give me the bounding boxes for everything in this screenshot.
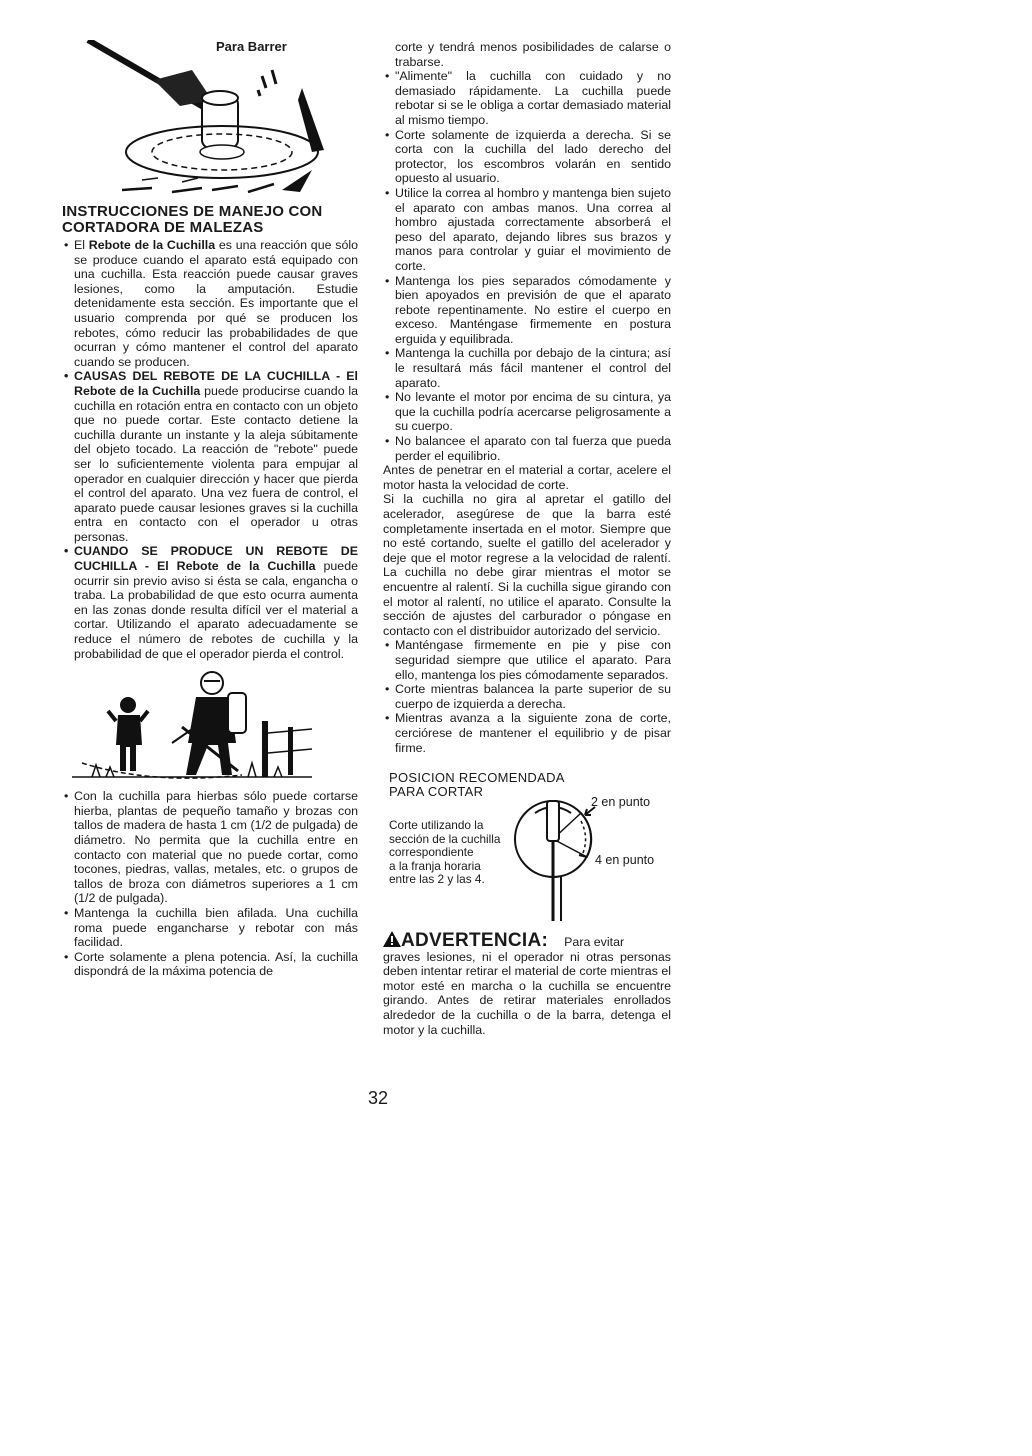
paragraph-idle: Si la cuchilla no gira al apretar el gatillo del acelerador, asegúrese de que la barra esté completamente insertada en el motor. Siempre que no esté cortando, suelte el gatillo del acelerador y deje que el motor regrese a la velocidad de ralentí. La cuchilla no debe girar mientras el motor se encuentre al ralentí. Si la cuchilla sigue girando con el motor al ralentí, no utilice el aparato. Consulte la sección de ajustes del carburador o póngase en contacto con el distribuidor autorizado del servicio. — [383, 492, 671, 638]
label-4-oclock: 4 en punto — [595, 853, 655, 868]
warning-text: graves lesiones, ni el operador ni otras personas deben intentar retirar el material de corte mientras el motor esté en marcha o la cuchilla se encuentre girando. Antes de retirar materiales enrollados alrededor de la cuchilla o de la barra, detenga el motor y la cuchilla. — [383, 949, 671, 1037]
bullet-text: El — [74, 238, 89, 252]
list-item: • Con la cuchilla para hierbas sólo puede cortarse hierba, plantas de pequeño tamaño y brozas con tallos de madera de hasta 1 cm (1/2 de pulgada) de diámetro. No permita que la cuchilla entre en contacto con material que no puede cortar, como tocones, piedras, vallas, metales, etc. o grupos de tallos de broza con diámetros superiores a 1 cm (1/2 de pulgada). — [62, 789, 358, 906]
section-title-line2: CORTADORA DE MALEZAS — [62, 219, 264, 236]
bullet-bold-term: Rebote de la Cuchilla — [88, 238, 216, 252]
sweep-figure — [62, 40, 358, 200]
section-title-line1: INSTRUCCIONES DE MANEJO CON — [62, 203, 323, 220]
position-desc-line: correspondiente — [389, 845, 474, 860]
warning-heading: ADVERTENCIA: — [401, 930, 549, 952]
list-item: • Corte solamente de izquierda a derecha. Si se corta con la cuchilla del lado derecho del protector, los escombros volarán en sentido opuesto al usuario. — [383, 128, 671, 186]
bullet-text: es una reacción que sólo se produce cuando el aparato está equipado con una cuchilla. Esta reacción puede causar graves lesiones, como la amputación. Estudie detenidamente esta sección. Es importante que el usuario comprenda por qué se producen los rebotes, cómo reducir las probabilidades de que ocurran y cómo mantener el control del aparato cuando se producen. — [74, 238, 358, 369]
list-item: • No balancee el aparato con tal fuerza que pueda perder el equilibrio. — [383, 434, 671, 463]
position-description — [389, 819, 500, 887]
position-title-line2: PARA CORTAR — [389, 784, 484, 800]
bullet-heading: CAUSAS DEL REBOTE DE LA CUCHILLA — [74, 369, 330, 384]
continued-text: corte y tendrá menos posibilidades de calarse o trabarse. — [395, 40, 671, 69]
warning-block — [383, 931, 671, 1037]
right-bullet-list — [383, 69, 671, 463]
warning-triangle-icon — [383, 931, 401, 947]
list-item: • Corte mientras balancea la parte superior de su cuerpo de izquierda a derecha. — [383, 682, 671, 711]
list-item: • Mantenga la cuchilla por debajo de la cintura; así le resultará más fácil mantener el control del aparato. — [383, 346, 671, 390]
position-desc-line: entre las 2 y las 4. — [389, 872, 485, 887]
list-item: • Corte solamente a plena potencia. Así, la cuchilla dispondrá de la máxima potencia de — [62, 950, 358, 979]
paragraph-accelerate: Antes de penetrar en el material a cortar, acelere el motor hasta la velocidad de corte. — [383, 463, 671, 492]
list-item: • No levante el motor por encima de su cintura, ya que la cuchilla podría acercarse peligrosamente a su cuerpo. — [383, 390, 671, 434]
operator-illustration — [62, 667, 358, 785]
bullet-text: puede producirse cuando la cuchilla en rotación entra en contacto con un objeto que no puede cortar. Este contacto detiene la cuchilla durante un instante y la aleja súbitamente del objeto tocado. La reacción de "rebote" puede ser lo suficientemente violenta para empujar al operador en cualquier dirección y hacer que pierda el control del aparato. Una vez fuera de control, el aparato puede causar lesiones graves si la cuchilla entra en contacto con el operador u otras personas. — [74, 383, 359, 544]
section-title — [62, 204, 358, 236]
list-item: • Mantenga la cuchilla bien afilada. Una cuchilla roma puede engancharse y rebotar con más facilidad. — [62, 906, 358, 950]
list-item: • "Alimente" la cuchilla con cuidado y no demasiado rápidamente. La cuchilla puede rebotar si se le obliga a cortar demasiado material al mismo tiempo. — [383, 69, 671, 127]
warning-heading-row — [383, 931, 671, 950]
list-item: • Mientras avanza a la siguiente zona de corte, cerciórese de mantener el equilibrio y de pisar firme. — [383, 711, 671, 755]
right-bullet-list-2 — [383, 638, 671, 755]
position-desc-line: a la franja horaria — [389, 858, 481, 873]
recommended-position-figure — [383, 771, 671, 921]
left-bullet-list-2 — [62, 789, 358, 979]
list-item: • Mantenga los pies separados cómodamente y bien apoyados en previsión de que el aparato rebote repentinamente. No estire el cuerpo en exceso. Manténgase firmemente en postura erguida y equilibrada. — [383, 274, 671, 347]
list-item: • Manténgase firmemente en pie y pise con seguridad siempre que utilice el aparato. Para ello, mantenga los pies cómodamente separados. — [383, 638, 671, 682]
left-column — [62, 40, 358, 979]
position-title-line1: POSICION RECOMENDADA — [389, 770, 565, 786]
list-item — [62, 369, 358, 544]
warning-lead: Para evitar — [564, 935, 625, 950]
list-item — [62, 238, 358, 369]
sweep-figure-caption: Para Barrer — [216, 39, 287, 54]
list-item: • Utilice la correa al hombro y mantenga bien sujeto el aparato con ambas manos. Una correa al hombro ajustada correctamente absorberá el peso del aparato, dejando libres sus brazos y manos para controlar y guiar el movimiento de corte. — [383, 186, 671, 274]
position-desc-line: Corte utilizando la — [389, 818, 484, 833]
right-column — [383, 40, 671, 1037]
bullet-subheading: - El Rebote de la Cuchilla — [136, 559, 316, 574]
bullet-text: puede ocurrir sin previo aviso si ésta se cala, engancha o traba. La probabilidad de que esto ocurra aumenta en las zonas donde resulta difícil ver el material a cortar. Utilizando el aparato adecuadamente se reduce el número de rebotes de cuchilla y la probabilidad de que el operador pierda el control. — [74, 559, 358, 661]
operator-figure — [62, 667, 358, 785]
label-2-oclock: 2 en punto — [591, 795, 651, 810]
sweep-illustration — [62, 40, 358, 200]
left-bullet-list — [62, 238, 358, 661]
page-number: 32 — [368, 1088, 389, 1108]
list-item — [62, 544, 358, 661]
bullet-subheading: - El Rebote de la Cuchilla — [74, 369, 359, 398]
bullet-heading: CUANDO SE PRODUCE UN REBOTE DE CUCHILLA — [74, 544, 358, 574]
position-desc-line: sección de la cuchilla — [389, 831, 501, 846]
